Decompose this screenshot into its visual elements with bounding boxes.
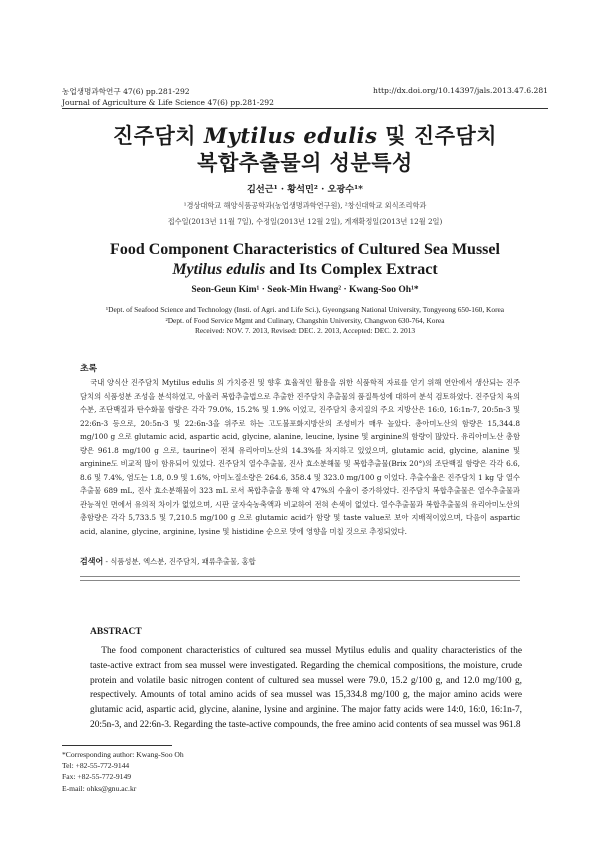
korean-abstract-body: 국내 양식산 진주담치 Mytilus edulis 의 가치증진 및 향후 효율적인 활용을 위한 식품학적 자료를 얻기 위해 연안에서 생산되는 진주담치의 식품성분 조성을 분석하였고, 아울러 복합추출법으로 추출한 진주담치 추출물의 품질특성에 대하여 분석 검토하였다. 진주담치 육의 수분, 조단백질과 탄수화물 함량은 각각 79.0%, 15.2% 및 1.9% 이었고, 진주담치 총지질의 주요 지방산은 16:0, 16:1n-7, 20:5n-3 및 22:6n-3 등으로, 20:5n-3 및 22:6n-3을 위주로 하는 고도불포화지방산의 조성비가 매우 높았다. 총아미노산의 함량은 15,344.8 mg/100 g 으로 glutamic acid, aspartic acid, glycine, alanine, leucine, lysine 및 arginine의 함량이 많았다. 유리아미노산 총함량은 961.8 mg/100 g 으로, taurine이 전체 유리아미노산의 14.3%를 차지하고 있었으며, glutamic acid, glycine, alanine 및 arginine도 비교적 많이 함유되어 있었다. 진주담치 열수추출물, 진사 효소분해물 및 복합추출물(Brix 20°)의 조단백질 함량은 각각 6.6, 8.6 및 7.4%, 염도는 1.8, 0.9 및 1.6%, 아미노질소량은 264.6, 358.4 및 323.0 mg/100 g 이었다. 추출수율은 진주담치 1 kg 당 열수추출물 689 mL, 진사 효소분해물이 323 mL 로서 복합추출을 통해 약 47%의 수율이 증가하였다. 진주담치 복합추출물은 열수추출물과 관능적인 면에서 유의적 차이가 없었으며, 시판 굴자숙농축액과 비교하여 전혀 손색이 없었다. 열수추출물과 복합추출물의 유리아미노산의 총함량은 각각 5,733.5 및 7,210.5 mg/100 g 으로 glutamic acid가 함량 및 taste value로 보아 지배적이었으며, 다음이 aspartic acid, alanine, glycine, arginine, lysine 및 histidine 순으로 맛에 영향을 미칠 것으로 추정되었다. xyxy=(80,378,520,536)
journal-name-en: Journal of Agriculture & Life Science 47(6) pp.281-292 xyxy=(62,98,274,107)
keywords-text: - 식품성분, 엑스분, 진주담치, 패류추출물, 홍합 xyxy=(103,557,256,566)
english-title-species: Mytilus edulis xyxy=(172,261,266,278)
english-affiliations xyxy=(62,305,548,337)
korean-authors: 김선근¹ · 황석민² · 오광수¹* xyxy=(247,184,363,195)
korean-title-part-a: 진주담치 xyxy=(112,124,204,148)
footnote-divider xyxy=(62,745,172,746)
header-divider xyxy=(62,108,548,109)
english-abstract-heading: ABSTRACT xyxy=(90,627,142,637)
doi-link[interactable]: http://dx.doi.org/10.14397/jals.2013.47.6.281 xyxy=(373,86,548,95)
english-title xyxy=(62,240,548,280)
english-title-line1: Food Component Characteristics of Cultured Sea Mussel xyxy=(110,241,500,258)
footnote-author: *Corresponding author: Kwang-Soo Oh xyxy=(62,750,184,759)
english-affiliation-1: ¹Dept. of Seafood Science and Technology (Insti. of Agri. and Life Sci.), Gyeongsang National University, Tongyeong 650-160, Korea xyxy=(105,305,505,314)
english-abstract-body: The food component characteristics of cultured sea mussel Mytilus edulis and quality characteristics of the taste-active extract from sea mussel were investigated. Regarding the chemical compositions, the moisture, crude protein and volatile basic nitrogen content of cultured sea mussel were 79.0, 15.2 g/100 g, and 12.0 mg/100 g, respectively. Amounts of total amino acids of sea mussel was 15,334.8 mg/100 g, the major amino acids were glutamic acid, aspartic acid, glycine, alanine, lysine and arginine. The major fatty acids were 14:0, 16:0, 16:1n-7, 20:5n-3, and 22:6n-3. Regarding the taste-active compounds, the free amino acid contents of sea mussel was 961.8 xyxy=(90,646,522,730)
keywords xyxy=(80,556,256,567)
korean-title-line2: 복합추출물의 성분특성 xyxy=(197,151,413,175)
english-authors: Seon-Geun Kim¹ · Seok-Min Hwang² · Kwang-Soo Oh¹* xyxy=(191,285,419,295)
korean-abstract-heading: 초록 xyxy=(80,364,97,374)
english-affiliation-2: ²Dept. of Food Service Mgmt and Culinary, Changshin University, Changwon 630-764, Korea xyxy=(165,315,445,325)
keywords-divider-bottom xyxy=(80,580,520,581)
journal-name-kr: 농업생명과학연구 47(6) pp.281-292 xyxy=(62,87,190,96)
footnote-email[interactable]: E-mail: ohks@gnu.ac.kr xyxy=(62,783,137,793)
english-received-dates: Received: NOV. 7. 2013, Revised: DEC. 2. 2013, Accepted: DEC. 2. 2013 xyxy=(194,326,416,335)
korean-title-part-b: 및 진주담치 xyxy=(377,124,498,148)
korean-affiliations: ¹경상대학교 해양식품공학과(농업생명과학연구원), ²창신대학교 외식조리학과 xyxy=(183,201,427,210)
journal-header xyxy=(62,86,274,108)
korean-dates: 접수일(2013년 11월 7일), 수정일(2013년 12월 2일), 게재확정일(2013년 12월 2일) xyxy=(167,217,443,226)
korean-title-species: Mytilus edulis xyxy=(203,123,378,148)
keywords-label: 검색어 xyxy=(80,557,104,566)
english-title-line2: and Its Complex Extract xyxy=(265,261,438,278)
keywords-divider-top xyxy=(80,576,520,577)
korean-title xyxy=(62,122,548,177)
corresponding-footnote xyxy=(62,749,184,794)
footnote-fax: Fax: +82-55-772-9149 xyxy=(62,772,132,782)
footnote-tel: Tel: +82-55-772-9144 xyxy=(62,761,130,771)
